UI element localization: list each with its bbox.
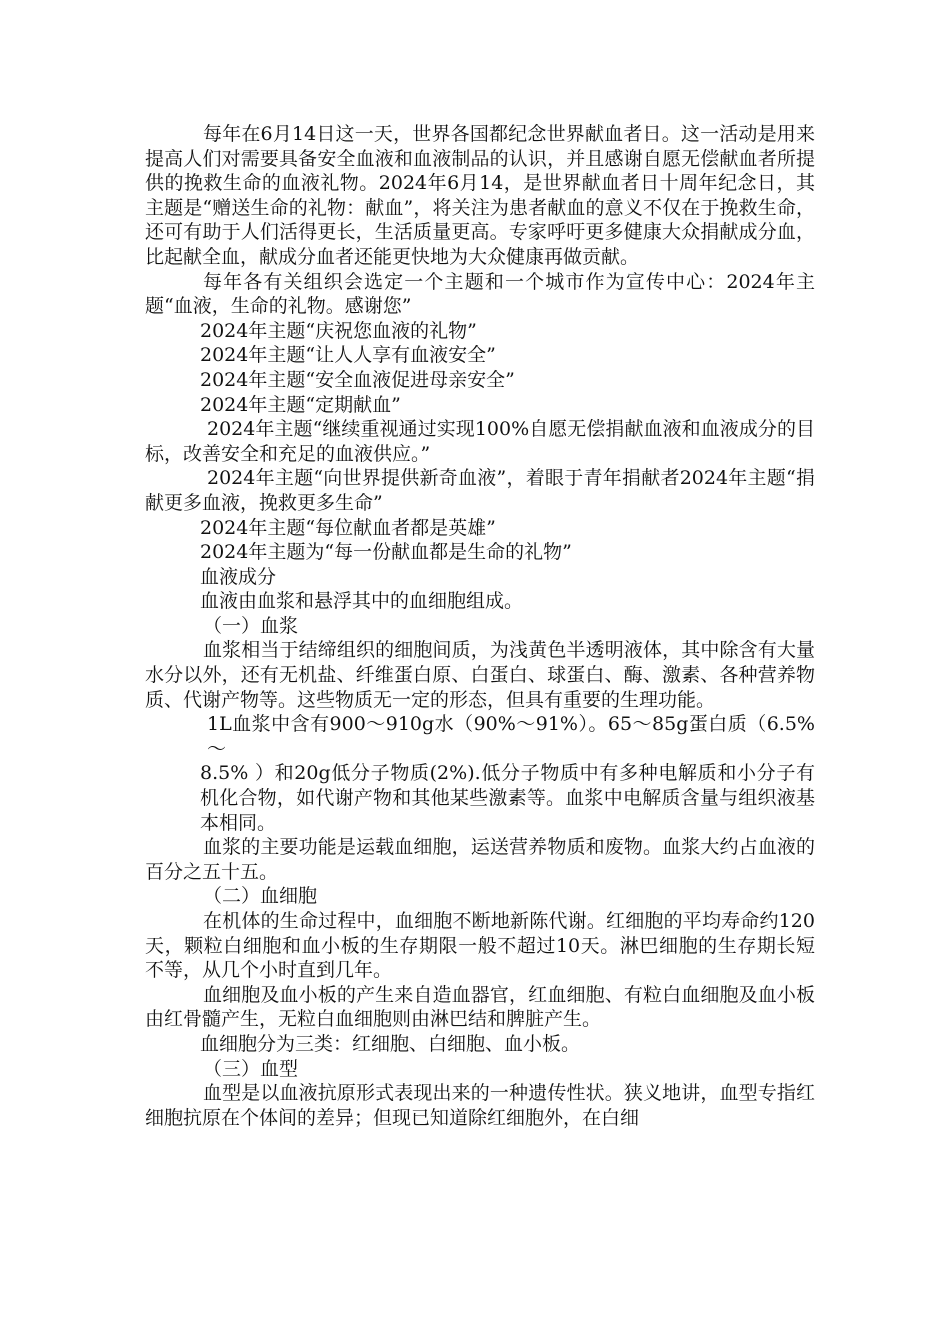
- theme-line: 2024年主题“庆祝您血液的礼物”: [200, 319, 477, 342]
- paragraph-blood-cell-origin: 血细胞及血小板的产生来自造血器官，红血细胞、有粒白血细胞及血小板由红骨髓产生，无粒白血细胞则由淋巴结和脾脏产生。: [145, 983, 815, 1031]
- theme-line: 2024年主题“让人人享有血液安全”: [200, 344, 496, 367]
- theme-line: 2024年主题“向世界提供新奇血液”，着眼于青年捐献者2024年主题“捐献更多血液，挽救更多生命”: [145, 467, 815, 514]
- paragraph-plasma-content-cont: 8.5% ）和20g低分子物质(2%).低分子物质中有多种电解质和小分子有机化合物，如代谢产物和其他某些激素等。血浆中电解质含量与组织液基本相同。: [200, 762, 815, 834]
- paragraph-blood-cell-types: 血细胞分为三类：红细胞、白细胞、血小板。: [200, 1032, 581, 1055]
- subsection-heading-blood-type: （三）血型: [203, 1057, 299, 1080]
- paragraph-blood-composition: 血液由血浆和悬浮其中的血细胞组成。: [200, 590, 524, 613]
- subsection-heading-plasma: （一）血浆: [203, 614, 299, 637]
- paragraph-blood-type-definition: 血型是以血液抗原形式表现出来的一种遗传性状。狭义地讲，血型专指红细胞抗原在个体间的差异；但现已知道除红细胞外，在白细: [145, 1082, 815, 1129]
- paragraph-blood-cell-lifespan: 在机体的生命过程中，血细胞不断地新陈代谢。红细胞的平均寿命约120天，颗粒白细胞和血小板的生存期限一般不超过10天。淋巴细胞的生存期长短不等，从几个小时直到几年。: [145, 910, 815, 982]
- section-heading-blood-components: 血液成分: [200, 565, 277, 588]
- paragraph-plasma-description: 血浆相当于结缔组织的细胞间质，为浅黄色半透明液体，其中除含有大量水分以外，还有无机盐、纤维蛋白原、白蛋白、球蛋白、酶、激素、各种营养物质、代谢产物等。这些物质无一定的形态，但具有重要的生理功能。: [145, 639, 815, 711]
- theme-line: 2024年主题“每位献血者都是英雄”: [200, 516, 496, 539]
- subsection-heading-blood-cells: （二）血细胞: [203, 885, 318, 908]
- paragraph-plasma-content: 1L血浆中含有900～910g水（90%～91%）。65～85g蛋白质（6.5%～: [207, 713, 815, 760]
- paragraph-annual-themes-intro: 每年各有关组织会选定一个主题和一个城市作为宣传中心：2024年主题“血液，生命的礼物。感谢您”: [145, 270, 815, 318]
- paragraph-world-blood-donor-day: 每年在6月14日这一天，世界各国都纪念世界献血者日。这一活动是用来提高人们对需要具备安全血液和血液制品的认识，并且感谢自愿无偿献血者所提供的挽救生命的血液礼物。2024年6月14，是世界献血者日十周年纪念日，其主题是“赠送生命的礼物：献血”，将关注为患者献血的意义不仅在于挽救生命，还可有助于人们活得更长，生活质量更高。专家呼吁更多健康大众捐献成分血，比起献全血，献成分血者还能更快地为大众健康再做贡献。: [145, 123, 815, 268]
- theme-line: 2024年主题“安全血液促进母亲安全”: [200, 368, 515, 391]
- document-body: [145, 122, 815, 1130]
- paragraph-plasma-function: 血浆的主要功能是运载血细胞，运送营养物质和废物。血浆大约占血液的百分之五十五。: [145, 836, 815, 883]
- theme-line: 2024年主题“继续重视通过实现100%自愿无偿捐献血液和血液成分的目标，改善安全和充足的血液供应。”: [145, 418, 815, 465]
- theme-line: 2024年主题“定期献血”: [200, 393, 401, 416]
- theme-line: 2024年主题为“每一份献血都是生命的礼物”: [200, 541, 572, 564]
